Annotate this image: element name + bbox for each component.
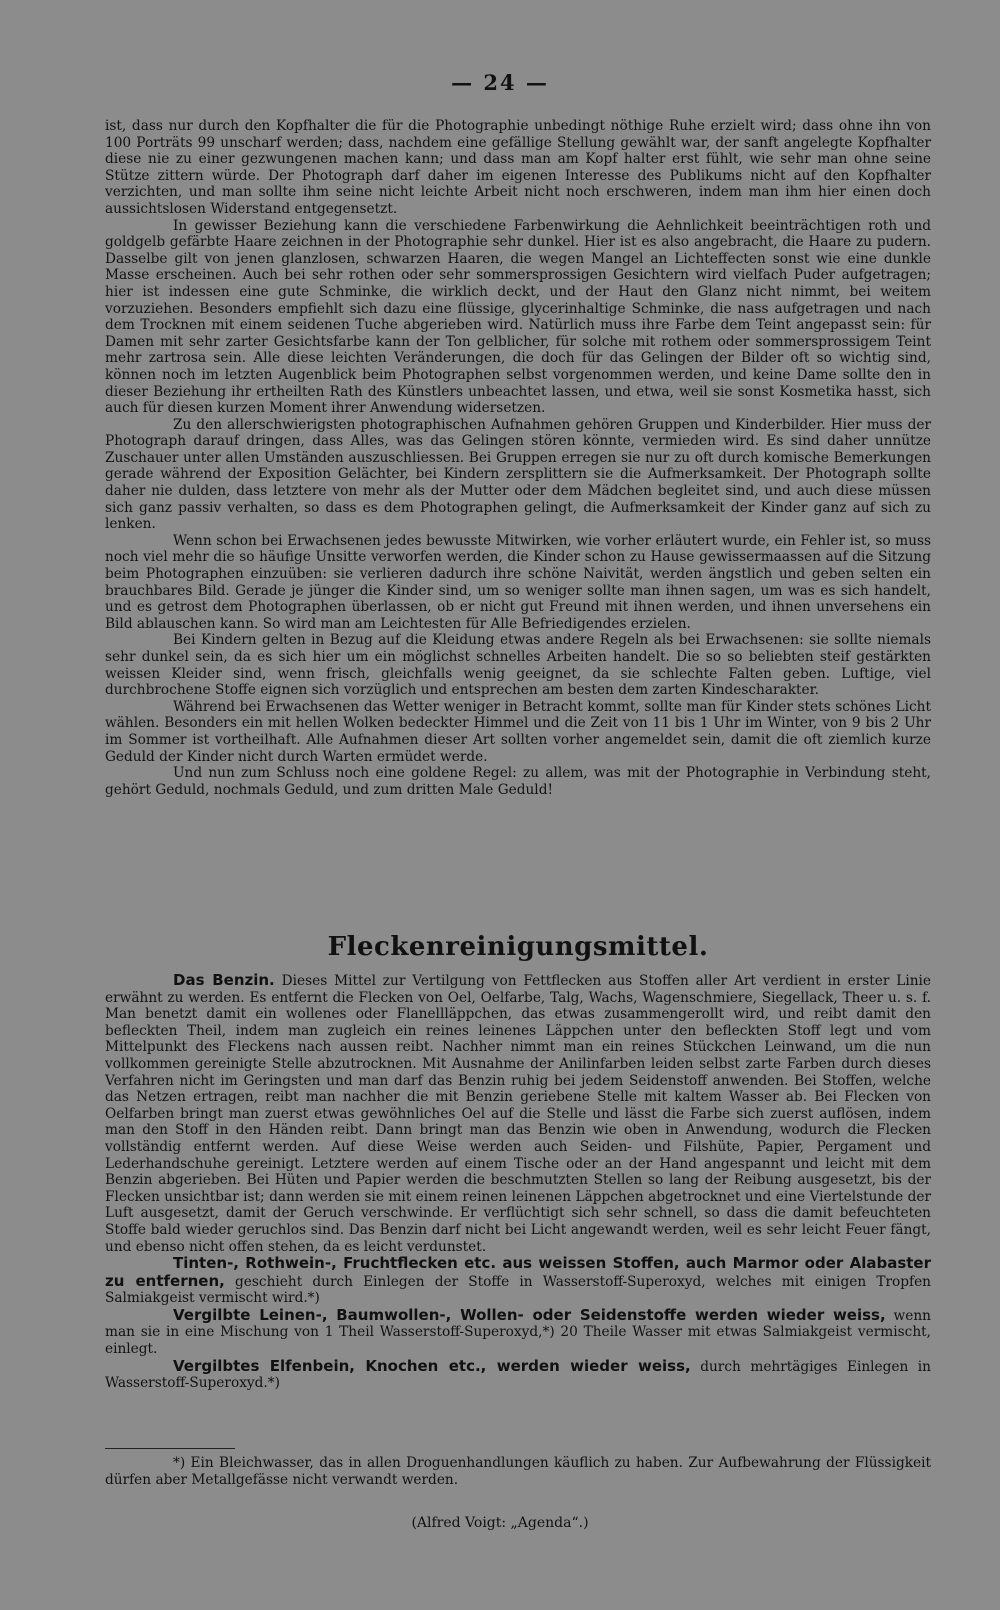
paragraph: In gewisser Beziehung kann die verschiedene Farbenwirkung die Aehnlichkeit beeinträchtigen roth und goldgelb gefärbte Haare zeichnen in der Photographie sehr dunkel. Hier ist es also angebracht, die Haare zu pudern. Dasselbe gilt von jenen glanzlosen, schwarzen Haaren, die wegen Mangel an Lichteffecten sonst wie eine dunkle Masse erscheinen. Auch bei sehr rothen oder sehr sommersprossigen Gesichtern wird vielfach Puder aufgetragen; hier ist indessen eine gute Schminke, die wirklich deckt, und der Haut den Glanz nicht nimmt, bei weitem vorzuziehen. Besonders empfiehlt sich dazu eine flüssige, glycerinhaltige Schminke, die nass aufgetragen und nach dem Trocknen mit einem seidenen Tuche abgerieben wird. Natürlich muss ihre Farbe dem Teint angepasst sein: für Damen mit sehr zarter Gesichtsfarbe kann der Ton gelblicher, für solche mit rothem oder sommersprossigem Teint mehr zartrosa sein. Alle diese leichten Veränderungen, die doch für das Gelingen der Bilder oft so wichtig sind, können noch im letzten Augenblick beim Photographen selbst vorgenommen werden, und keine Dame sollte den in dieser Beziehung ihr ertheilten Rath des Künstlers unbeachtet lassen, und etwa, weil sie sonst Kosmetika hasst, sich auch für diesen kurzen Moment ihrer Anwendung widersetzen. (105, 217, 931, 417)
paragraph: Wenn schon bei Erwachsenen jedes bewusste Mitwirken, wie vorher erläutert wurde, ein Fehler ist, so muss noch viel mehr die so häufige Unsitte verworfen werden, die Kinder schon zu Hause gewissermaassen auf die Sitzung beim Photographen einzuüben: sie verlieren dadurch ihre schöne Naivität, werden ängstlich und geben selten ein brauchbares Bild. Gerade je jünger die Kinder sind, um so weniger sollte man ihnen sagen, um was es sich handelt, und es getrost dem Photographen überlassen, ob er nicht gut Freund mit ihnen werden, und ihnen unversehens ein Bild ablauschen kann. So wird man am Leichtesten für Alle Befriedigendes erzielen. (105, 532, 931, 632)
footnote: *) Ein Bleichwasser, das in allen Droguenhandlungen käuflich zu haben. Zur Aufbewahrung der Flüssigkeit dürfen aber Metallgefässe nicht verwandt werden. (105, 1455, 931, 1488)
body-text (105, 118, 931, 798)
entry (105, 1255, 931, 1307)
entry-text: Dieses Mittel zur Vertilgung von Fettflecken aus Stoffen aller Art verdient in erster Linie erwähnt zu werden. Es entfernt die Flecken von Oel, Oelfarbe, Talg, Wachs, Wagenschmiere, Siegellack, Theer u. s. f. Man benetzt damit ein wollenes oder Flanellläppchen, das etwas zusammengerollt wird, und reibt damit den befleckten Theil, indem man zugleich ein reines leinenes Läppchen unter den befleckten Stoff legt und vom Mittelpunkt des Fleckens nach aussen reibt. Nachher nimmt man ein reines Stückchen Leinwand, um die nun vollkommen gereinigte Stelle abzutrocknen. Mit Ausnahme der Anilinfarben leiden selbst zarte Farben durch dieses Verfahren nicht im Geringsten und man darf das Benzin ruhig bei jedem Seidenstoff anwenden. Bei Stoffen, welche das Netzen ertragen, reibt man nachher die mit Benzin geriebene Stelle mit kaltem Wasser ab. Bei Flecken von Oelfarben bringt man zuerst etwas gewöhnliches Oel auf die Stelle und lässt die Farbe sich zuerst auflösen, indem man den Stoff in den Händen reibt. Dann bringt man das Benzin wie oben in Anwendung, wodurch die Flecken vollständig entfernt werden. Auf diese Weise werden auch Seiden- und Filshüte, Papier, Pergament und Lederhandschuhe gereinigt. Letztere werden auf einem Tische oder an der Hand angespannt und leicht mit dem Benzin abgerieben. Bei Hüten und Papier werden die beschmutzten Stellen so lang der Reibung ausgesetzt, bis der Flecken unsichtbar ist; dann werden sie mit einem reinen leinenen Läppchen abgetrocknet und eine Viertelstunde der Luft ausgesetzt, damit der Geruch verschwinde. Er verflüchtigt sich sehr schnell, so dass die damit befeuchteten Stoffe bald wieder geruchlos sind. Das Benzin darf nicht bei Licht angewandt werden, weil es sehr leicht Feuer fängt, und ebenso nicht offen stehen, da es leicht verdunstet. (105, 973, 932, 1255)
entry-text: durch mehrtägiges Einlegen in Wasserstoff-Superoxyd.*) (105, 1358, 931, 1392)
entry-title: Das Benzin. (173, 971, 275, 989)
entries (105, 972, 931, 1392)
source-citation: (Alfred Voigt: „Agenda“.) (411, 1515, 589, 1531)
entry (105, 972, 931, 1255)
page-number: — 24 — (451, 70, 549, 95)
entry-title: Vergilbtes Elfenbein, Knochen etc., werden wieder weiss, (173, 1356, 691, 1375)
entry (105, 1358, 931, 1392)
entry-text: wenn man sie in eine Mischung von 1 Theil Wasserstoff-Superoxyd,*) 20 Theile Wasser mit etwas Salmiakgeist vermischt, einlegt. (105, 1307, 931, 1358)
entry (105, 1307, 931, 1358)
paragraph: Bei Kindern gelten in Bezug auf die Kleidung etwas andere Regeln als bei Erwachsenen: sie sollte niemals sehr dunkel sein, da es sich hier um ein möglichst schnelles Arbeiten handelt. Die so so beliebten steif gestärkten weissen Kleider sind, wenn frisch, gleichfalls wenig geeignet, da sie schlechte Falten geben. Luftige, viel durchbrochene Stoffe eignen sich vorzüglich und entsprechen am besten dem zarten Kindescharakter. (105, 632, 931, 699)
footnote-rule (105, 1448, 235, 1449)
paragraph: ist, dass nur durch den Kopfhalter die für die Photographie unbedingt nöthige Ruhe erzielt wird; dass ohne ihn von 100 Porträts 99 unscharf werden; dass, nachdem eine gefällige Stellung gewählt war, der sanft angelegte Kopfhalter diese nie zu einer gezwungenen machen kann; und dass man am Kopf halter erst fühlt, wie sehr man ohne seine Stütze zittern würde. Der Photograph darf daher im eigenen Interesse des Publikums nicht auf den Kopfhalter verzichten, und man sollte ihm seine nicht leichte Arbeit nicht noch erschweren, indem man ihm hier einen doch aussichtslosen Widerstand entgegensetzt. (105, 118, 931, 217)
entry-title: Vergilbte Leinen-, Baumwollen-, Wollen- oder Seidenstoffe werden wieder weiss, (173, 1305, 886, 1324)
section-heading: Fleckenreinigungsmittel. (327, 932, 709, 962)
paragraph: Und nun zum Schluss noch eine goldene Regel: zu allem, was mit der Photographie in Verbindung steht, gehört Geduld, nochmals Geduld, und zum dritten Male Geduld! (105, 765, 931, 798)
paragraph: Zu den allerschwierigsten photographischen Aufnahmen gehören Gruppen und Kinderbilder. Hier muss der Photograph darauf dringen, dass Alles, was das Gelingen stören könnte, vermieden wird. Es sind daher unnütze Zuschauer unter allen Umständen auszuschliessen. Bei Gruppen erregen sie nur zu oft durch komische Bemerkungen gerade während der Exposition Gelächter, bei Kindern zersplittern sie die Aufmerksamkeit. Der Photograph sollte daher nie dulden, dass letztere von mehr als der Mutter oder dem Mädchen begleitet sind, und auch diese müssen sich ganz passiv verhalten, so dass es dem Photographen gelingt, die Aufmerksamkeit der Kinder ganz auf sich zu lenken. (105, 416, 931, 533)
entry-title: Tinten-, Rothwein-, Fruchtflecken etc. aus weissen Stoffen, auch Marmor oder Alabaster zu entfernen, (105, 1254, 931, 1290)
paragraph: Während bei Erwachsenen das Wetter weniger in Betracht kommt, sollte man für Kinder stets schönes Licht wählen. Besonders ein mit hellen Wolken bedeckter Himmel und die Zeit von 11 bis 1 Uhr im Winter, von 9 bis 2 Uhr im Sommer ist vortheilhaft. Alle Aufnahmen dieser Art sollten vorher angemeldet sein, damit die oft ziemlich kurze Geduld der Kinder nicht durch Warten ermüdet werde. (105, 698, 931, 765)
entry-text: geschieht durch Einlegen der Stoffe in Wasserstoff-Superoxyd, welches mit einigen Tropfen Salmiakgeist vermischt wird.*) (105, 1273, 931, 1307)
